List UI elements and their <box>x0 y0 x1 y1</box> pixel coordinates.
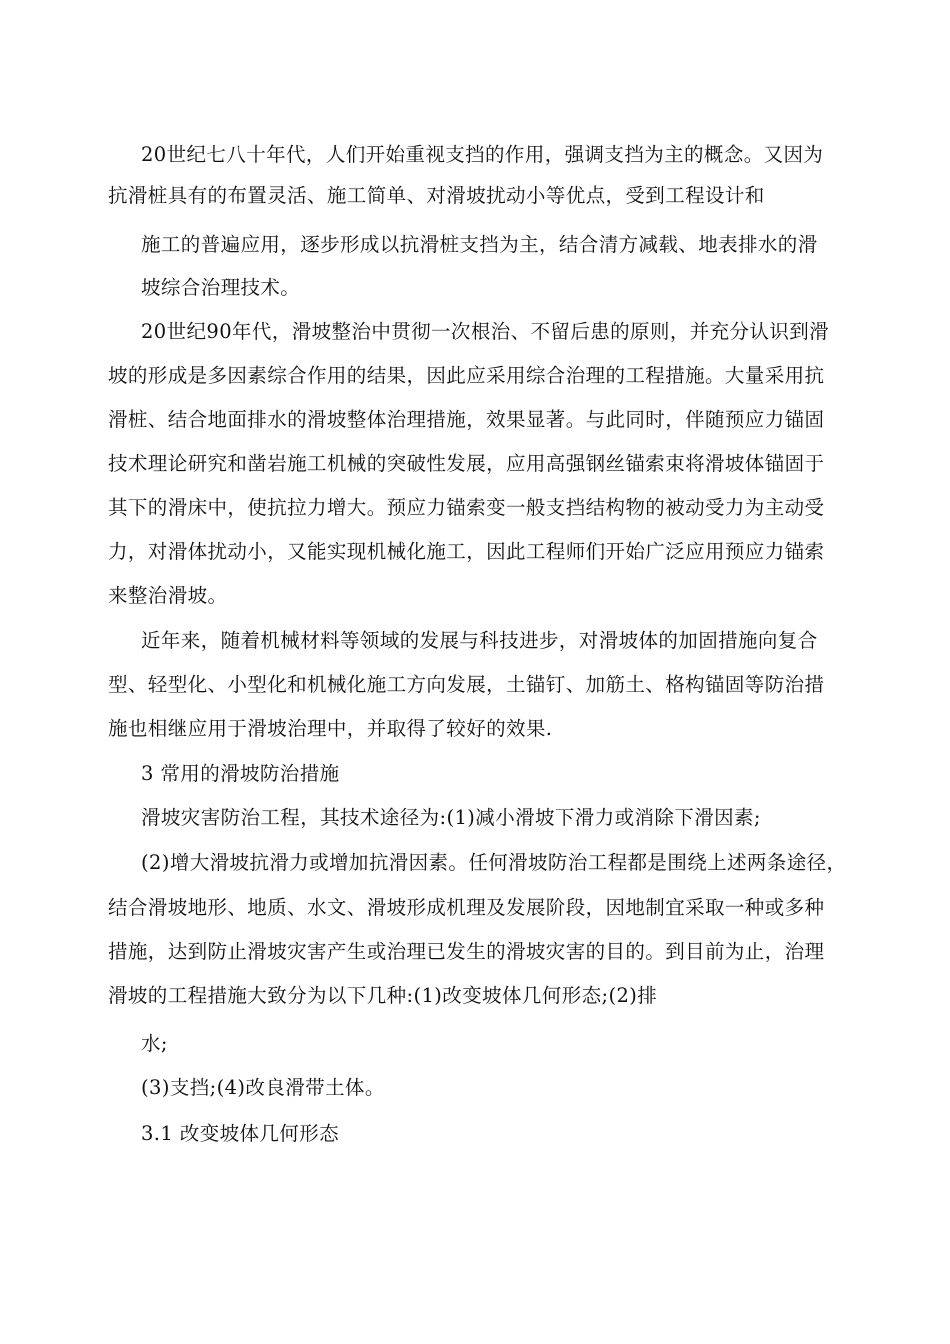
text-line: 型、轻型化、小型化和机械化施工方向发展，土锚钉、加筋土、格构锚固等防治措 <box>108 673 825 696</box>
text-line: 施也相继应用于滑坡治理中，并取得了较好的效果. <box>108 717 553 740</box>
text-line: 坡的形成是多因素综合作用的结果，因此应采用综合治理的工程措施。大量采用抗 <box>108 364 825 387</box>
text-line: 水; <box>141 1032 168 1055</box>
section-heading: 3 常用的滑坡防治措施 <box>141 762 340 785</box>
text-line: 近年来，随着机械材料等领域的发展与科技进步，对滑坡体的加固措施向复合 <box>141 629 818 652</box>
text-line: (2)增大滑坡抗滑力或增加抗滑因素。任何滑坡防治工程都是围绕上述两条途径， <box>141 851 847 874</box>
text-line: 20世纪90年代，滑坡整治中贯彻一次根治、不留后患的原则，并充分认识到滑 <box>141 320 830 343</box>
text-line: 力，对滑体扰动小，又能实现机械化施工，因此工程师们开始广泛应用预应力锚索 <box>108 540 825 563</box>
text-line: 坡综合治理技术。 <box>141 276 301 299</box>
text-line: 抗滑桩具有的布置灵活、施工简单、对滑坡扰动小等优点，受到工程设计和 <box>108 184 765 207</box>
text-line: 滑坡灾害防治工程，其技术途径为:(1)减小滑坡下滑力或消除下滑因素; <box>141 806 761 829</box>
text-line: 滑坡的工程措施大致分为以下几种:(1)改变坡体几何形态;(2)排 <box>108 984 658 1007</box>
text-line: 措施，达到防止滑坡灾害产生或治理已发生的滑坡灾害的目的。到目前为止，治理 <box>108 940 825 963</box>
text-line: (3)支挡;(4)改良滑带土体。 <box>141 1076 385 1099</box>
text-line: 施工的普遍应用，逐步形成以抗滑桩支挡为主，结合清方减载、地表排水的滑 <box>141 233 818 256</box>
text-line: 结合滑坡地形、地质、水文、滑坡形成机理及发展阶段，因地制宜采取一种或多种 <box>108 896 825 919</box>
section-heading: 3.1 改变坡体几何形态 <box>141 1122 340 1145</box>
text-line: 滑桩、结合地面排水的滑坡整体治理措施，效果显著。与此同时，伴随预应力锚固 <box>108 408 825 431</box>
text-line: 其下的滑床中，使抗拉力增大。预应力锚索变一般支挡结构物的被动受力为主动受 <box>108 496 825 519</box>
text-line: 来整治滑坡。 <box>108 584 228 607</box>
text-line: 20世纪七八十年代，人们开始重视支挡的作用，强调支挡为主的概念。又因为 <box>141 143 824 166</box>
text-line: 技术理论研究和凿岩施工机械的突破性发展，应用高强钢丝锚索束将滑坡体锚固于 <box>108 452 825 475</box>
